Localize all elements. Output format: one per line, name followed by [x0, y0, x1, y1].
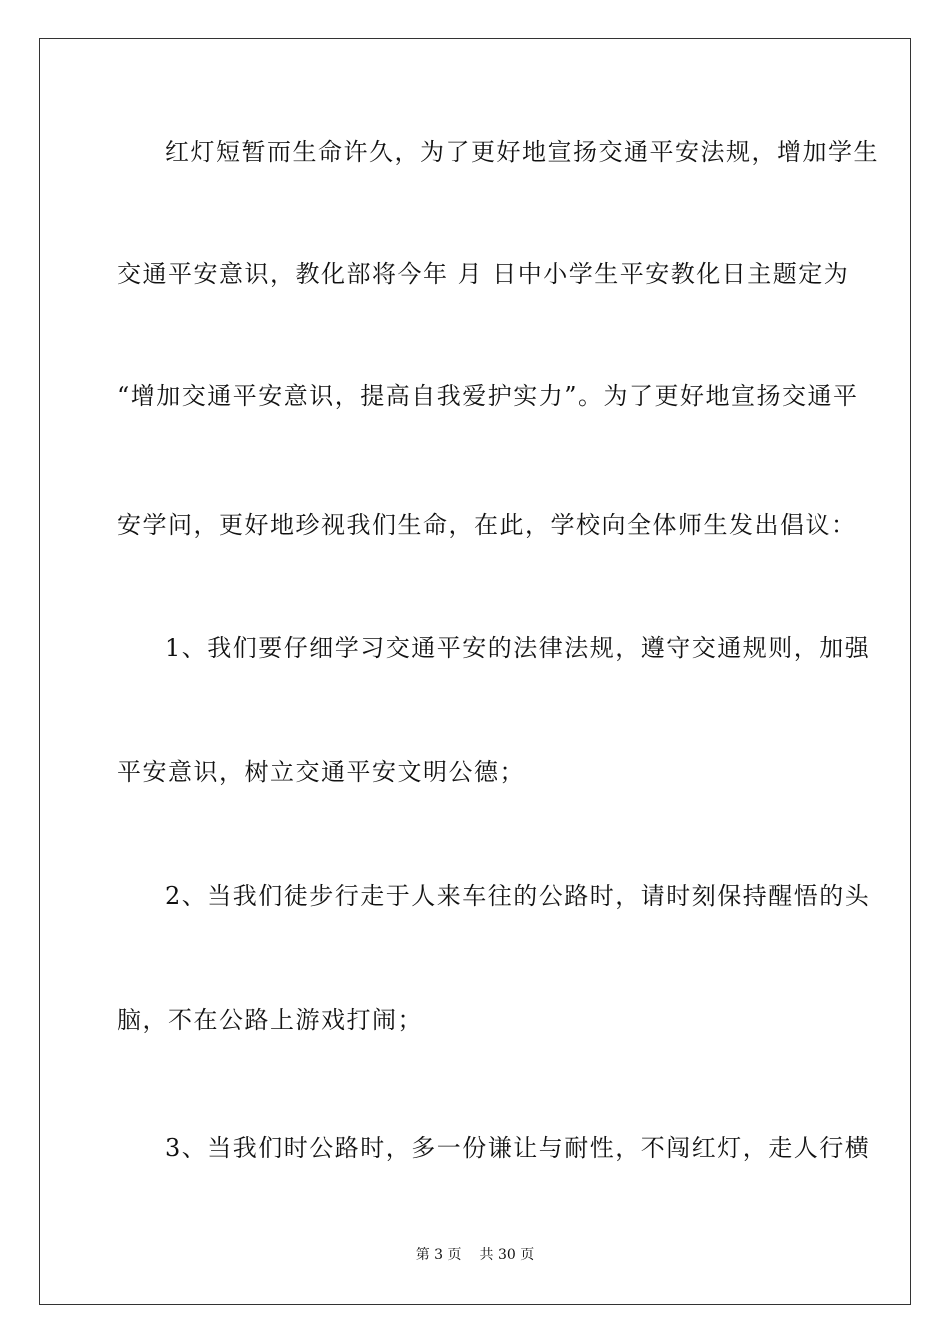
paragraph-line: 脑，不在公路上游戏打闹；	[117, 1006, 423, 1034]
paragraph-line: 2、当我们徒步行走于人来车往的公路时，请时刻保持醒悟的头	[165, 882, 871, 910]
page-number: 第 3 页	[415, 1247, 462, 1263]
paragraph-line: “增加交通平安意识，提高自我爱护实力”。为了更好地宣扬交通平	[117, 382, 859, 410]
page-border	[39, 38, 911, 1305]
page-footer	[0, 1246, 950, 1264]
paragraph-line: 交通平安意识，教化部将今年 月 日中小学生平安教化日主题定为	[117, 260, 850, 288]
paragraph-line: 1、我们要仔细学习交通平安的法律法规，遵守交通规则，加强	[165, 634, 871, 662]
paragraph-line: 平安意识，树立交通平安文明公德；	[117, 758, 525, 786]
paragraph-line: 3、当我们时公路时，多一份谦让与耐性，不闯红灯，走人行横	[165, 1134, 871, 1162]
paragraph-line: 安学问，更好地珍视我们生命，在此，学校向全体师生发出倡议：	[117, 511, 857, 539]
page-total: 共 30 页	[479, 1247, 535, 1263]
paragraph-line: 红灯短暂而生命许久，为了更好地宣扬交通平安法规，增加学生	[165, 138, 879, 166]
